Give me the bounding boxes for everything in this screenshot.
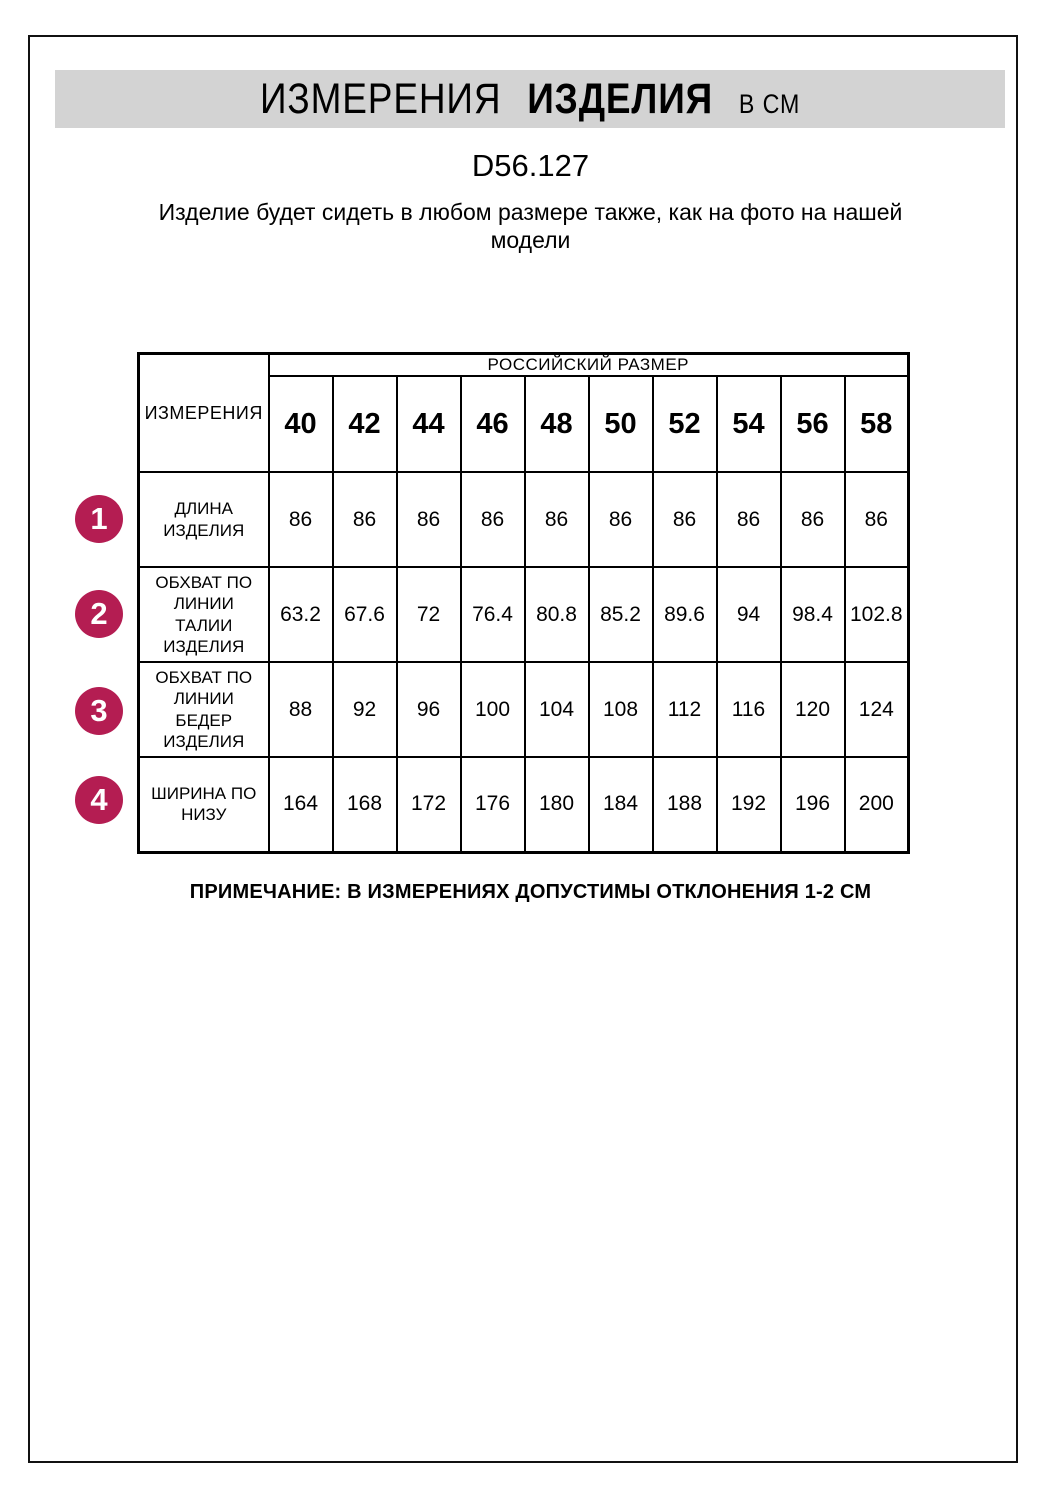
title-word-product: ИЗДЕЛИЯ	[527, 74, 714, 123]
value-cell: 88	[269, 662, 333, 757]
row-number-badge-1: 1	[75, 495, 123, 543]
value-cell: 98.4	[781, 567, 845, 662]
value-cell: 200	[845, 757, 909, 852]
value-cell: 192	[717, 757, 781, 852]
measurements-column-header: ИЗМЕРЕНИЯ	[139, 354, 269, 473]
value-cell: 86	[717, 472, 781, 567]
value-cell: 76.4	[461, 567, 525, 662]
tolerance-note: ПРИМЕЧАНИЕ: В ИЗМЕРЕНИЯХ ДОПУСТИМЫ ОТКЛОНЕНИЯ 1-2 СМ	[189, 881, 872, 903]
value-cell: 86	[845, 472, 909, 567]
value-cell: 116	[717, 662, 781, 757]
value-cell: 63.2	[269, 567, 333, 662]
value-cell: 164	[269, 757, 333, 852]
fit-note: Изделие будет сидеть в любом размере также, как на фото на нашей модели	[158, 199, 903, 253]
size-col-58: 58	[845, 376, 909, 472]
table-row-waist	[139, 567, 909, 662]
size-col-48: 48	[525, 376, 589, 472]
value-cell: 196	[781, 757, 845, 852]
row-label: ОБХВАТ ПО ЛИНИИ ТАЛИИ ИЗДЕЛИЯ	[139, 567, 269, 662]
size-col-46: 46	[461, 376, 525, 472]
value-cell: 120	[781, 662, 845, 757]
title-unit-cm: В СМ	[738, 88, 801, 119]
value-cell: 184	[589, 757, 653, 852]
size-col-56: 56	[781, 376, 845, 472]
row-label: ШИРИНА ПО НИЗУ	[139, 757, 269, 852]
table-header-row	[139, 354, 909, 377]
value-cell: 100	[461, 662, 525, 757]
value-cell: 67.6	[333, 567, 397, 662]
value-cell: 86	[589, 472, 653, 567]
value-cell: 168	[333, 757, 397, 852]
value-cell: 96	[397, 662, 461, 757]
value-cell: 72	[397, 567, 461, 662]
table-row-hips	[139, 662, 909, 757]
row-label: ДЛИНА ИЗДЕЛИЯ	[139, 472, 269, 567]
value-cell: 86	[525, 472, 589, 567]
title-word-measurements: ИЗМЕРЕНИЯ	[259, 74, 502, 123]
value-cell: 85.2	[589, 567, 653, 662]
value-cell: 80.8	[525, 567, 589, 662]
size-col-52: 52	[653, 376, 717, 472]
value-cell: 92	[333, 662, 397, 757]
value-cell: 89.6	[653, 567, 717, 662]
value-cell: 108	[589, 662, 653, 757]
value-cell: 86	[269, 472, 333, 567]
value-cell: 176	[461, 757, 525, 852]
value-cell: 112	[653, 662, 717, 757]
value-cell: 86	[461, 472, 525, 567]
value-cell: 124	[845, 662, 909, 757]
row-number-badge-4: 4	[75, 776, 123, 824]
value-cell: 180	[525, 757, 589, 852]
value-cell: 86	[333, 472, 397, 567]
value-cell: 172	[397, 757, 461, 852]
table-row-bottom-width	[139, 757, 909, 852]
size-col-42: 42	[333, 376, 397, 472]
value-cell: 102.8	[845, 567, 909, 662]
size-col-40: 40	[269, 376, 333, 472]
row-number-badge-2: 2	[75, 590, 123, 638]
russian-size-header: РОССИЙСКИЙ РАЗМЕР	[269, 354, 909, 377]
value-cell: 94	[717, 567, 781, 662]
value-cell: 86	[653, 472, 717, 567]
measurements-table	[137, 352, 910, 854]
title-banner	[55, 70, 1005, 128]
value-cell: 86	[397, 472, 461, 567]
value-cell: 188	[653, 757, 717, 852]
page-title	[260, 75, 800, 124]
table-row-length	[139, 472, 909, 567]
article-code: D56.127	[471, 148, 590, 183]
size-col-44: 44	[397, 376, 461, 472]
size-col-50: 50	[589, 376, 653, 472]
value-cell: 104	[525, 662, 589, 757]
row-number-badge-3: 3	[75, 687, 123, 735]
size-col-54: 54	[717, 376, 781, 472]
row-label: ОБХВАТ ПО ЛИНИИ БЕДЕР ИЗДЕЛИЯ	[139, 662, 269, 757]
value-cell: 86	[781, 472, 845, 567]
